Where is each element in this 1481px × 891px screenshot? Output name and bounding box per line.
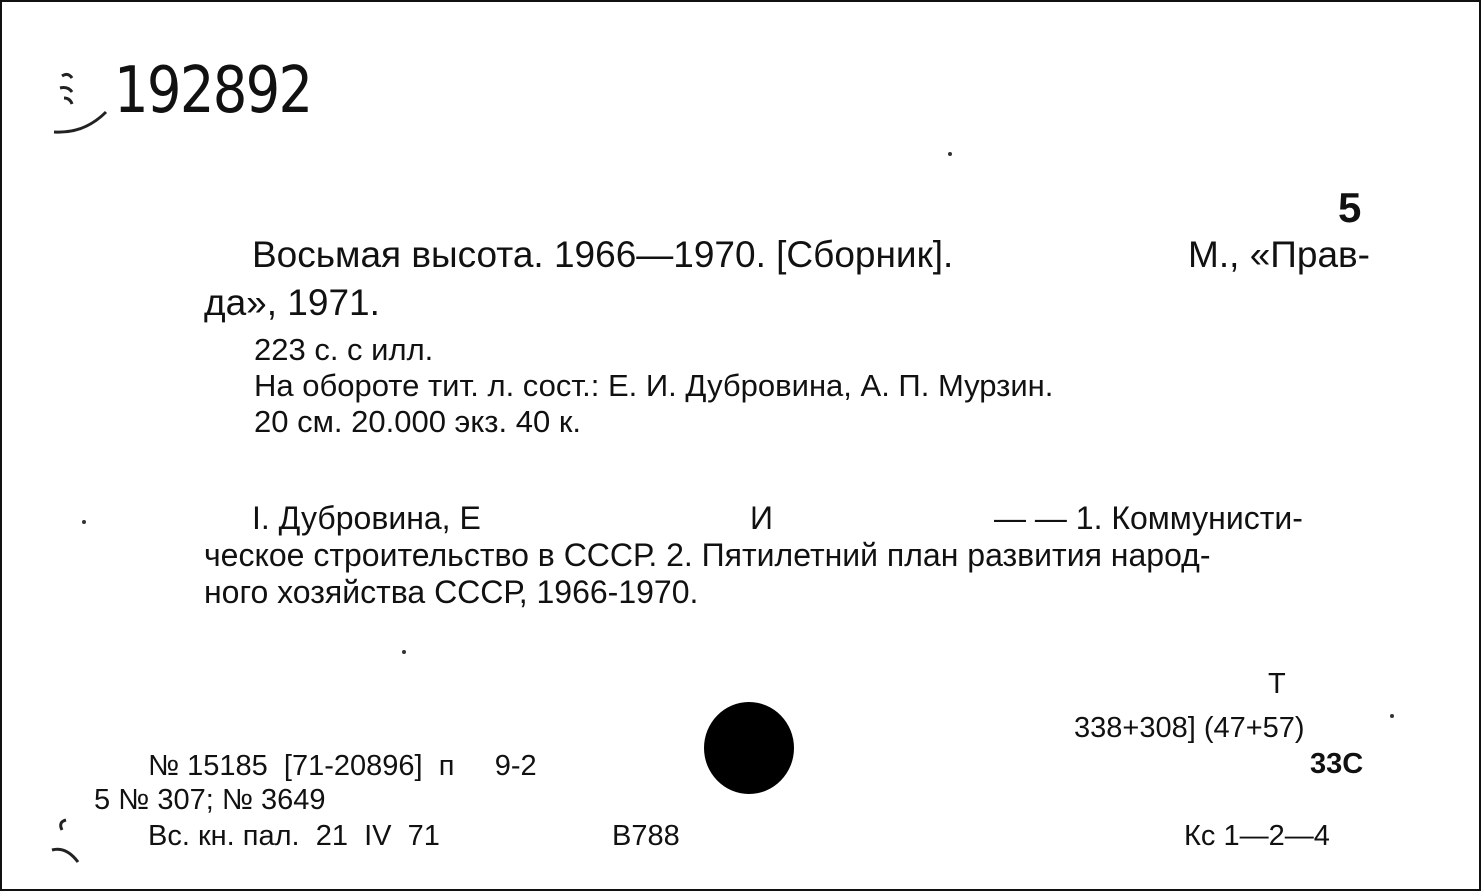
number-line: 5 № 307; № 3649 bbox=[94, 784, 326, 816]
speck bbox=[948, 152, 952, 156]
title-line-2: да», 1971. bbox=[204, 282, 380, 323]
card-code-kc: Кс 1—2—4 bbox=[1184, 820, 1330, 852]
title-imprint: М., «Прав- bbox=[1188, 234, 1370, 275]
handwritten-corner-icon bbox=[46, 814, 90, 864]
size-print-line: 20 см. 20.000 экз. 40 к. bbox=[254, 404, 581, 439]
chamber-line: Вс. кн. пал. 21 IV 71 bbox=[148, 820, 440, 852]
subject-entry-mid: И bbox=[750, 500, 773, 536]
ink-blot bbox=[704, 702, 794, 794]
subject-line-2: ческое строительство в СССР. 2. Пятилетний план развития народ- bbox=[204, 537, 1211, 573]
subject-entry-right: — — 1. Коммунисти- bbox=[994, 500, 1303, 536]
title-main: Восьмая высота. 1966—1970. [Сборник]. bbox=[252, 234, 954, 275]
subject-entry-left: I. Дубровина, Е bbox=[252, 500, 481, 536]
speck bbox=[1390, 714, 1394, 718]
pages-line: 223 с. с илл. bbox=[254, 332, 434, 367]
title-line-1 bbox=[252, 234, 1370, 276]
order-line: № 15185 [71-20896] п 9-2 bbox=[148, 750, 537, 782]
speck bbox=[402, 650, 406, 654]
t-mark: Т bbox=[1268, 668, 1286, 700]
card-code-b: В788 bbox=[612, 820, 680, 852]
handwritten-mark-icon bbox=[50, 62, 120, 142]
compilers-line: На обороте тит. л. сост.: Е. И. Дубровина, А. П. Мурзин. bbox=[254, 368, 1054, 403]
bbk-index: 338+308] (47+57) bbox=[1074, 712, 1305, 744]
subject-line-3: ного хозяйства СССР, 1966-1970. bbox=[204, 574, 699, 610]
inventory-number: 192892 bbox=[114, 54, 312, 128]
speck bbox=[82, 520, 86, 524]
class-number: 5 bbox=[1338, 184, 1362, 231]
class-code: 33С bbox=[1310, 748, 1364, 780]
